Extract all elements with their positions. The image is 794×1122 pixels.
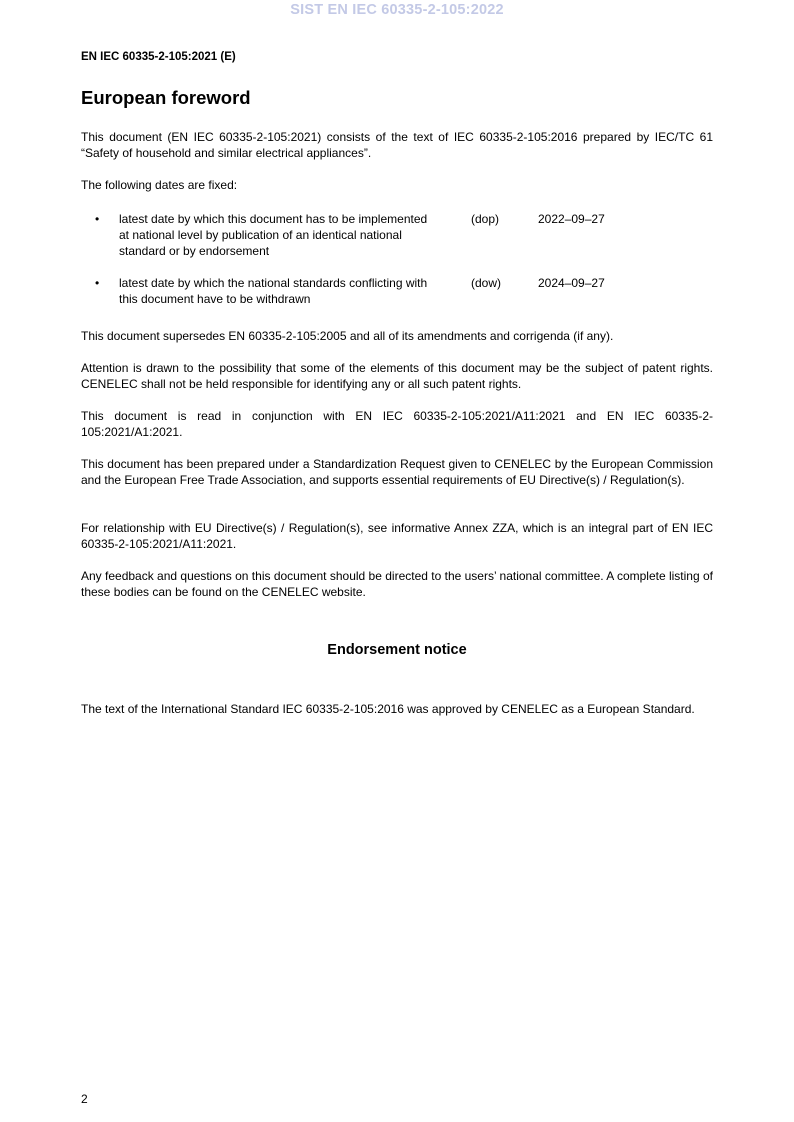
foreword-intro: This document (EN IEC 60335-2-105:2021) consists of the text of IEC 60335-2-105:2016 prepared by IEC/TC 61 “Safety of household and similar electrical appliances”.	[81, 130, 713, 160]
page-title: European foreword	[81, 87, 251, 108]
feedback-paragraph: Any feedback and questions on this document should be directed to the users’ national committee. A complete listing of these bodies can be found on the CENELEC website.	[81, 569, 713, 599]
endorsement-title: Endorsement notice	[327, 642, 467, 658]
date-item-date: 2022–09–27	[538, 212, 605, 226]
date-item-text: latest date by which the national standards conflicting with this document have to be withdrawn	[119, 276, 428, 306]
watermark: SIST EN IEC 60335-2-105:2022	[290, 2, 504, 18]
date-item-date: 2024–09–27	[538, 276, 605, 290]
supersedes-paragraph: This document supersedes EN 60335-2-105:2005 and all of its amendments and corrigenda (if any).	[81, 329, 614, 343]
patent-paragraph: Attention is drawn to the possibility that some of the elements of this document may be the subject of patent rights. CENELEC shall not be held responsible for identifying any or all such patent rights.	[81, 361, 713, 391]
date-item-code: (dop)	[471, 212, 500, 226]
conjunction-paragraph: This document is read in conjunction with EN IEC 60335-2-105:2021/A11:2021 and EN IEC 60335-2-105:2021/A1:2021.	[81, 409, 713, 439]
bullet-icon: •	[95, 276, 100, 290]
directive-relationship-paragraph: For relationship with EU Directive(s) / Regulation(s), see informative Annex ZZA, which is an integral part of EN IEC 60335-2-105:2021/A11:2021.	[81, 521, 713, 551]
standard-id: EN IEC 60335-2-105:2021 (E)	[81, 51, 236, 63]
page-number: 2	[81, 1092, 88, 1106]
standardization-request-paragraph: This document has been prepared under a Standardization Request given to CENELEC by the European Commission and the European Free Trade Association, and supports essential requirements of EU Directive(s) / Regulation(s).	[81, 457, 713, 487]
endorsement-text: The text of the International Standard IEC 60335-2-105:2016 was approved by CENELEC as a European Standard.	[81, 702, 695, 716]
date-item-text: latest date by which this document has to be implemented at national level by publication of an identical national standard or by endorsement	[119, 212, 428, 258]
date-item-code: (dow)	[471, 276, 502, 290]
bullet-icon: •	[95, 212, 100, 226]
dates-intro: The following dates are fixed:	[81, 178, 238, 192]
